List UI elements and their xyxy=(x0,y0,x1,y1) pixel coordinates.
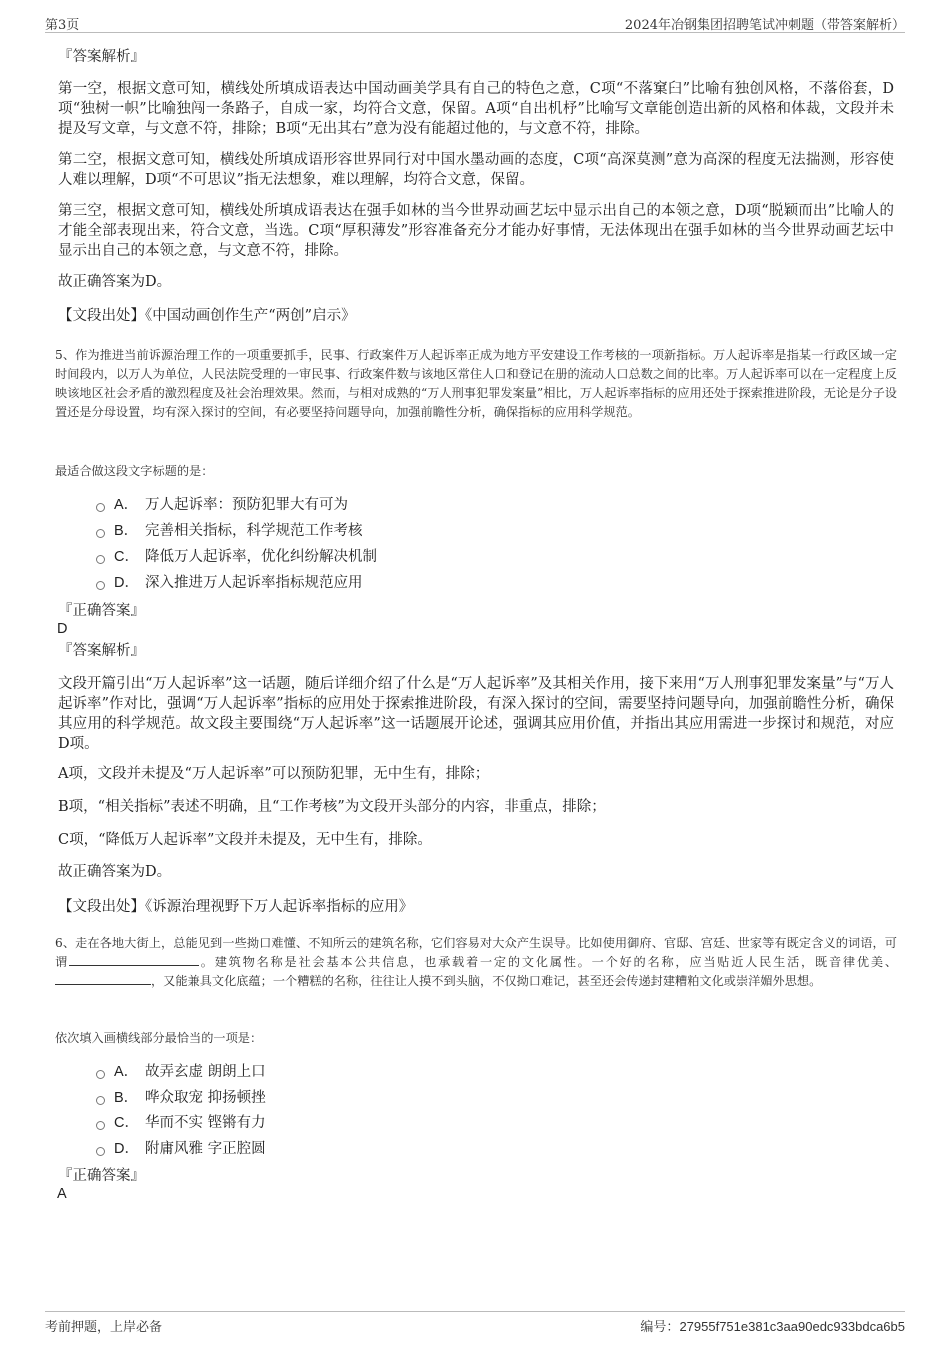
question-5-option-b[interactable]: B． 完善相关指标，科学规范工作考核 xyxy=(96,521,363,541)
analysis-paragraph-3: B项，“相关指标”表述不明确，且“工作考核”为文段开头部分的内容，非重点，排除； xyxy=(58,799,606,815)
document-title: 2024年冶钢集团招聘笔试冲刺题（带答案解析） xyxy=(624,18,905,33)
radio-button-icon[interactable] xyxy=(96,1147,105,1156)
analysis-conclusion: 故正确答案为D。 xyxy=(58,864,172,880)
question-6-prompt: 依次填入画横线部分最恰当的一项是： xyxy=(55,1031,263,1045)
analysis-conclusion: 故正确答案为D。 xyxy=(58,274,172,290)
correct-answer-label: 『正确答案』 xyxy=(58,603,145,619)
analysis-label: 『答案解析』 xyxy=(58,49,145,65)
analysis-paragraph-1: 文段开篇引出“万人起诉率”这一话题，随后详细介绍了什么是“万人起诉率”及其相关作用，接下来用“万人刑事犯罪发案量”与“万人起诉率”作对比，强调“万人起诉率”指标的应用处于探索推进阶段，有深入探讨的空间，需要坚持问题导向，加强前瞻性分析，确保其应用的科学规范。故文段主要围绕“万人起诉率”这一话题展开论述，强调其应用价值，并指出其应用需进一步探讨和规范，对应D项。 xyxy=(58,676,894,752)
question-6-option-a[interactable]: A． 故弄玄虚 朗朗上口 xyxy=(96,1062,266,1082)
question-5-option-a[interactable]: A． 万人起诉率：预防犯罪大有可为 xyxy=(96,495,348,515)
question-5-stem: 5、作为推进当前诉源治理工作的一项重要抓手，民事、行政案件万人起诉率正成为地方平安建设工作考核的一项新指标。万人起诉率是指某一行政区域一定时间段内，以万人为单位，人民法院受理的一审民事、行政案件数与该地区常住人口和登记在册的流动人口总数之间的比率。万人起诉率可以在一定程度上反映该地区社会矛盾的激烈程度及社会治理效果。然而，与相对成熟的“万人刑事犯罪发案量”相比，万人起诉率指标的应用还处于探索推进阶段，无论是分子设置还是分母设置，均有深入探讨的空间，有必要坚持问题导向，加强前瞻性分析，确保指标的应用科学规范。 xyxy=(55,348,897,419)
question-5-option-c[interactable]: C． 降低万人起诉率，优化纠纷解决机制 xyxy=(96,547,377,567)
document-code: 编号：27955f751e381c3aa90edc933bdca6b5 xyxy=(640,1319,905,1335)
analysis-paragraph-1: 第一空，根据文意可知，横线处所填成语表达中国动画美学具有自己的特色之意，C项“不落窠臼”比喻有独创风格，不落俗套，D项“独树一帜”比喻独闯一条路子，自成一家，均符合文意，保留。A项“自出机杼”比喻写文章能创造出新的风格和体裁，文段并未提及写文章，与文意不符，排除；B项“无出其右”意为没有能超过他的，与文意不符，排除。 xyxy=(58,81,894,137)
question-5-prompt: 最适合做这段文字标题的是： xyxy=(55,464,214,478)
radio-button-icon[interactable] xyxy=(96,1070,105,1079)
correct-answer-label: 『正确答案』 xyxy=(58,1168,145,1184)
footer-slogan: 考前押题，上岸必备 xyxy=(45,1320,163,1335)
radio-button-icon[interactable] xyxy=(96,529,105,538)
page-footer xyxy=(45,1311,905,1334)
correct-answer: D xyxy=(57,621,68,637)
analysis-paragraph-3: 第三空，根据文意可知，横线处所填成语表达在强手如林的当今世界动画艺坛中显示出自己的本领之意，D项“脱颖而出”比喻人的才能全部表现出来，符合文意，当选。C项“厚积薄发”形容准备充分才能办好事情，无法体现出在强手如林的当今世界动画艺坛中显示出自己的本领之意，与文意不符，排除。 xyxy=(58,203,894,259)
correct-answer: A xyxy=(57,1186,67,1202)
passage-source: 【文段出处】《诉源治理视野下万人起诉率指标的应用》 xyxy=(58,899,414,915)
question-6-option-d[interactable]: D． 附庸风雅 字正腔圆 xyxy=(96,1139,266,1159)
page-header xyxy=(45,12,905,33)
radio-button-icon[interactable] xyxy=(96,1096,105,1105)
question-6-option-c[interactable]: C． 华而不实 铿锵有力 xyxy=(96,1113,266,1133)
analysis-paragraph-2: 第二空，根据文意可知，横线处所填成语形容世界同行对中国水墨动画的态度，C项“高深莫测”意为高深的程度无法揣测，形容使人难以理解，D项“不可思议”指无法想象，难以理解，均符合文意，保留。 xyxy=(58,152,894,188)
analysis-label: 『答案解析』 xyxy=(58,643,145,659)
passage-source: 【文段出处】《中国动画创作生产“两创”启示》 xyxy=(58,308,356,324)
radio-button-icon[interactable] xyxy=(96,581,105,590)
fill-blank-1 xyxy=(69,953,199,966)
fill-blank-2 xyxy=(55,972,151,985)
question-6-stem: 6、走在各地大街上，总能见到一些拗口难懂、不知所云的建筑名称，它们容易对大众产生误导。比如使用御府、官邸、宫廷、世家等有既定含义的词语，可谓 。建筑物名称是社会基本公共信息，也承载着一定的文化属性。一个好的名称，应当贴近人民生活，既音律优美、，又能兼具文化底蕴；一个糟糕的名称，往往让人摸不到头脑，不仅拗口难记，甚至还会传递封建糟粕文化或崇洋媚外思想。 xyxy=(55,936,898,988)
radio-button-icon[interactable] xyxy=(96,1121,105,1130)
radio-button-icon[interactable] xyxy=(96,555,105,564)
question-5-option-d[interactable]: D． 深入推进万人起诉率指标规范应用 xyxy=(96,573,363,593)
analysis-paragraph-4: C项，“降低万人起诉率”文段并未提及，无中生有，排除。 xyxy=(58,832,432,848)
analysis-paragraph-2: A项，文段并未提及“万人起诉率”可以预防犯罪，无中生有，排除； xyxy=(58,766,490,782)
page-number: 第3页 xyxy=(45,18,80,33)
radio-button-icon[interactable] xyxy=(96,503,105,512)
question-6-option-b[interactable]: B． 哗众取宠 抑扬顿挫 xyxy=(96,1088,266,1108)
